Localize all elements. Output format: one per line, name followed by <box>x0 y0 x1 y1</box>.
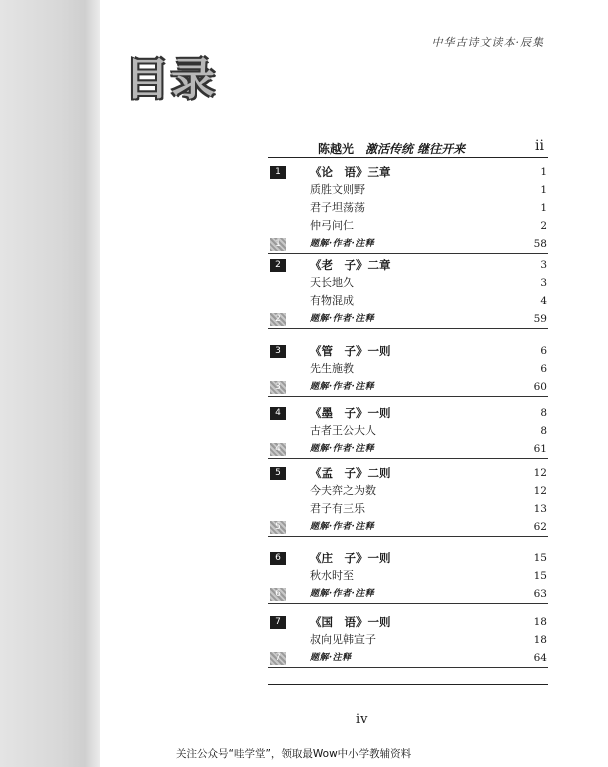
entry-title: 题解·作者·注释 <box>310 589 375 599</box>
entry-title: 古者王公大人 <box>310 424 376 437</box>
page-number: iv <box>356 712 368 727</box>
entry-page: 58 <box>533 238 547 250</box>
toc-item-entry[interactable] <box>268 181 548 199</box>
entry-page: 13 <box>533 503 547 515</box>
entry-page: 12 <box>533 467 547 479</box>
toc-notes-entry[interactable] <box>268 310 548 328</box>
toc-item-entry[interactable] <box>268 631 548 649</box>
entry-page: 8 <box>540 407 547 419</box>
entry-title: 题解·作者·注释 <box>310 382 375 392</box>
toc-section <box>268 404 548 459</box>
entry-title: 有物混成 <box>310 294 354 307</box>
entry-title: 《墨 子》一则 <box>310 406 391 420</box>
entry-title: 《庄 子》一则 <box>310 551 391 565</box>
entry-title: 题解·作者·注释 <box>310 314 375 324</box>
divider <box>268 684 548 685</box>
toc-item-entry[interactable] <box>268 199 548 217</box>
entry-page: 6 <box>540 363 547 375</box>
toc-work-entry[interactable] <box>268 256 548 274</box>
entry-page: 1 <box>540 166 547 178</box>
toc-section <box>268 464 548 537</box>
entry-page: 3 <box>540 277 547 289</box>
section-number-badge: 4 <box>270 407 286 420</box>
entry-page: 1 <box>540 184 547 196</box>
entry-title: 《管 子》一则 <box>310 344 391 358</box>
entry-title: 《论 语》三章 <box>310 165 391 179</box>
toc-notes-entry[interactable] <box>268 235 548 253</box>
toc-item-entry[interactable] <box>268 274 548 292</box>
page-title: 目录 <box>125 54 217 105</box>
entry-title: 《国 语》一则 <box>310 615 391 629</box>
notes-number-badge: 5 <box>270 521 286 534</box>
toc-item-entry[interactable] <box>268 482 548 500</box>
toc-work-entry[interactable] <box>268 464 548 482</box>
preface-page: ii <box>535 138 544 154</box>
preface-author: 陈越光 <box>318 142 355 156</box>
toc-notes-entry[interactable] <box>268 585 548 603</box>
toc-item-entry[interactable] <box>268 360 548 378</box>
entry-page: 59 <box>533 313 547 325</box>
section-number-badge: 1 <box>270 166 286 179</box>
notes-number-badge: 2 <box>270 313 286 326</box>
section-number-badge: 3 <box>270 345 286 358</box>
notes-number-badge: 4 <box>270 443 286 456</box>
entry-page: 18 <box>533 634 547 646</box>
section-number-badge: 2 <box>270 259 286 272</box>
notes-number-badge: 7 <box>270 652 286 665</box>
toc-section <box>268 163 548 254</box>
toc-section <box>268 342 548 397</box>
notes-number-badge: 3 <box>270 381 286 394</box>
running-header: 中华古诗文读本·辰集 <box>431 36 544 49</box>
toc-work-entry[interactable] <box>268 613 548 631</box>
section-number-badge: 5 <box>270 467 286 480</box>
entry-title: 秋水时至 <box>310 569 354 582</box>
entry-page: 62 <box>533 521 547 533</box>
entry-page: 18 <box>533 616 547 628</box>
toc-item-entry[interactable] <box>268 500 548 518</box>
toc-section <box>268 613 548 668</box>
entry-page: 3 <box>540 259 547 271</box>
entry-page: 1 <box>540 202 547 214</box>
entry-title: 今夫弈之为数 <box>310 484 376 497</box>
entry-title: 题解·作者·注释 <box>310 444 375 454</box>
entry-page: 12 <box>533 485 547 497</box>
toc-work-entry[interactable] <box>268 404 548 422</box>
entry-title: 题解·作者·注释 <box>310 522 375 532</box>
toc-notes-entry[interactable] <box>268 649 548 667</box>
preface-title: 激活传统 继往开来 <box>365 142 466 156</box>
toc-notes-entry[interactable] <box>268 440 548 458</box>
section-number-badge: 6 <box>270 552 286 565</box>
toc-work-entry[interactable] <box>268 342 548 360</box>
entry-page: 64 <box>533 652 547 664</box>
toc-section <box>268 256 548 329</box>
footer-note: 关注公众号“哇学堂”，领取最Wow中小学教辅资料 <box>176 748 412 760</box>
entry-title: 《老 子》二章 <box>310 258 391 272</box>
toc-item-entry[interactable] <box>268 567 548 585</box>
entry-title: 仲弓问仁 <box>310 219 354 232</box>
entry-title: 君子坦荡荡 <box>310 201 365 214</box>
entry-page: 4 <box>540 295 547 307</box>
toc-section <box>268 549 548 604</box>
notes-number-badge: 1 <box>270 238 286 251</box>
entry-page: 15 <box>533 570 547 582</box>
entry-title: 题解·作者·注释 <box>310 239 375 249</box>
entry-title: 君子有三乐 <box>310 502 365 515</box>
entry-title: 质胜文则野 <box>310 183 365 196</box>
divider <box>268 157 548 158</box>
toc-item-entry[interactable] <box>268 292 548 310</box>
entry-title: 《孟 子》二则 <box>310 466 391 480</box>
notes-number-badge: 6 <box>270 588 286 601</box>
toc-work-entry[interactable] <box>268 163 548 181</box>
toc-work-entry[interactable] <box>268 549 548 567</box>
entry-title: 叔向见韩宣子 <box>310 633 376 646</box>
entry-title: 题解·注释 <box>310 653 352 663</box>
entry-page: 6 <box>540 345 547 357</box>
preface-entry[interactable] <box>268 140 548 156</box>
entry-page: 8 <box>540 425 547 437</box>
entry-page: 63 <box>533 588 547 600</box>
entry-page: 15 <box>533 552 547 564</box>
entry-page: 61 <box>533 443 547 455</box>
entry-title: 先生施教 <box>310 362 354 375</box>
section-number-badge: 7 <box>270 616 286 629</box>
entry-page: 2 <box>540 220 547 232</box>
entry-title: 天长地久 <box>310 276 354 289</box>
toc-item-entry[interactable] <box>268 217 548 235</box>
toc-notes-entry[interactable] <box>268 518 548 536</box>
binding-shadow <box>0 0 100 767</box>
toc-item-entry[interactable] <box>268 422 548 440</box>
entry-page: 60 <box>533 381 547 393</box>
toc-notes-entry[interactable] <box>268 378 548 396</box>
